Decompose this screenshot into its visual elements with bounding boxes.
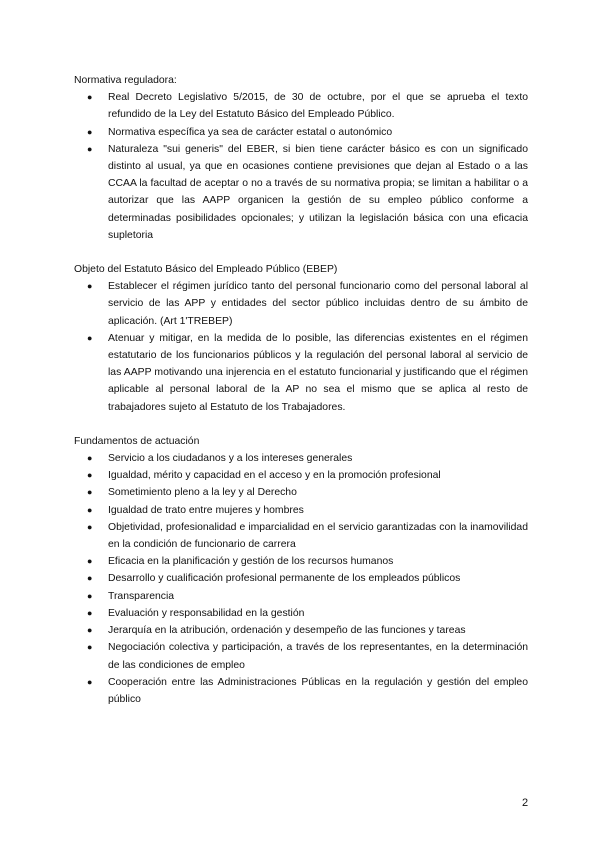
list-item-text: Igualdad de trato entre mujeres y hombres: [108, 504, 304, 516]
list-item: [74, 622, 528, 639]
list-item: [74, 467, 528, 484]
bullet-icon: ●: [87, 504, 93, 515]
section-heading: Objeto del Estatuto Básico del Empleado Público (EBEP): [74, 264, 338, 276]
list-item-text: Desarrollo y cualificación profesional permanente de los empleados públicos: [108, 573, 461, 585]
bullet-icon: ●: [87, 625, 93, 636]
bullet-icon: ●: [87, 143, 93, 154]
list-item-text: Cooperación entre las Administraciones Públicas en la regulación y gestión del empleo público: [108, 676, 528, 705]
list-item-text: Real Decreto Legislativo 5/2015, de 30 de octubre, por el que se aprueba el texto refundido de la Ley del Estatuto Básico del Empleado Público.: [108, 92, 528, 121]
bullet-icon: ●: [87, 590, 93, 601]
list-item: [74, 570, 528, 587]
list-item: [74, 502, 528, 519]
bullet-icon: ●: [87, 607, 93, 618]
page-number: 2: [522, 797, 529, 809]
bullet-icon: ●: [87, 573, 93, 584]
list-item-text: Evaluación y responsabilidad en la gestión: [108, 607, 305, 619]
bullet-list: [74, 278, 528, 416]
list-item-text: Naturaleza "sui generis" del EBER, si bien tiene carácter básico es con un significado distinto al usual, ya que en ocasiones contiene previsiones que dejan al Estado o a las CCAA la facultad de aceptar o no a través de su normativa propia; se limitan a habilitar o a autorizar que las AAPP organicen la gestión de su empleo público conforme a determinadas posibilidades opcionales; y utilizan la legislación básica con una eficacia supletoria: [108, 143, 528, 241]
bullet-icon: ●: [87, 126, 93, 137]
bullet-icon: ●: [87, 453, 93, 464]
document-page: [74, 72, 528, 725]
bullet-icon: ●: [87, 676, 93, 687]
list-item: [74, 450, 528, 467]
list-item: [74, 330, 528, 416]
bullet-icon: ●: [87, 556, 93, 567]
section-heading: Normativa reguladora:: [74, 75, 177, 86]
section: [74, 261, 528, 416]
section-heading: Fundamentos de actuación: [74, 435, 200, 447]
list-item-text: Igualdad, mérito y capacidad en el acceso y en la promoción profesional: [108, 470, 441, 482]
bullet-icon: ●: [87, 487, 93, 498]
bullet-list: [74, 89, 528, 244]
list-item-text: Negociación colectiva y participación, a través de los representantes, en la determinación de las condiciones de empleo: [108, 642, 528, 671]
list-item: [74, 639, 528, 673]
list-item-text: Establecer el régimen jurídico tanto del personal funcionario como del personal laboral al servicio de las APP y entidades del sector público incluidas dentro de su ámbito de aplicación. (Art 1'TREBEP): [108, 281, 528, 327]
list-item: [74, 141, 528, 244]
list-item: [74, 674, 528, 708]
section: [74, 433, 528, 708]
list-item: [74, 588, 528, 605]
bullet-icon: ●: [87, 332, 93, 343]
list-item-text: Atenuar y mitigar, en la medida de lo posible, las diferencias existentes en el régimen estatutario de los funcionarios públicos y la regulación del personal laboral al servicio de las AAPP motivando una injerencia en el estatuto funcionarial y justificando que el régimen aplicable al personal laboral de la AP no sea el mismo que se aplica al resto de trabajadores sujeto al Estatuto de los Trabajadores.: [108, 332, 528, 413]
bullet-icon: ●: [87, 521, 93, 532]
list-item-text: Objetividad, profesionalidad e imparcialidad en el servicio garantizadas con la inamovilidad en la condición de funcionario de carrera: [108, 521, 528, 551]
bullet-icon: ●: [87, 92, 93, 103]
bullet-list: [74, 450, 528, 708]
list-item-text: Sometimiento pleno a la ley y al Derecho: [108, 487, 297, 499]
list-item: [74, 605, 528, 622]
bullet-icon: ●: [87, 470, 93, 481]
bullet-icon: ●: [87, 281, 93, 292]
list-item: [74, 124, 528, 141]
list-item: [74, 89, 528, 123]
list-item-text: Jerarquía en la atribución, ordenación y desempeño de las funciones y tareas: [108, 625, 466, 637]
list-item: [74, 519, 528, 553]
bullet-icon: ●: [87, 642, 93, 653]
list-item-text: Servicio a los ciudadanos y a los intereses generales: [108, 453, 353, 465]
list-item: [74, 278, 528, 330]
list-item-text: Normativa específica ya sea de carácter estatal o autonómico: [108, 126, 393, 138]
list-item: [74, 553, 528, 570]
list-item-text: Transparencia: [108, 590, 175, 602]
section: [74, 72, 528, 244]
list-item: [74, 484, 528, 501]
list-item-text: Eficacia en la planificación y gestión de los recursos humanos: [108, 556, 394, 568]
